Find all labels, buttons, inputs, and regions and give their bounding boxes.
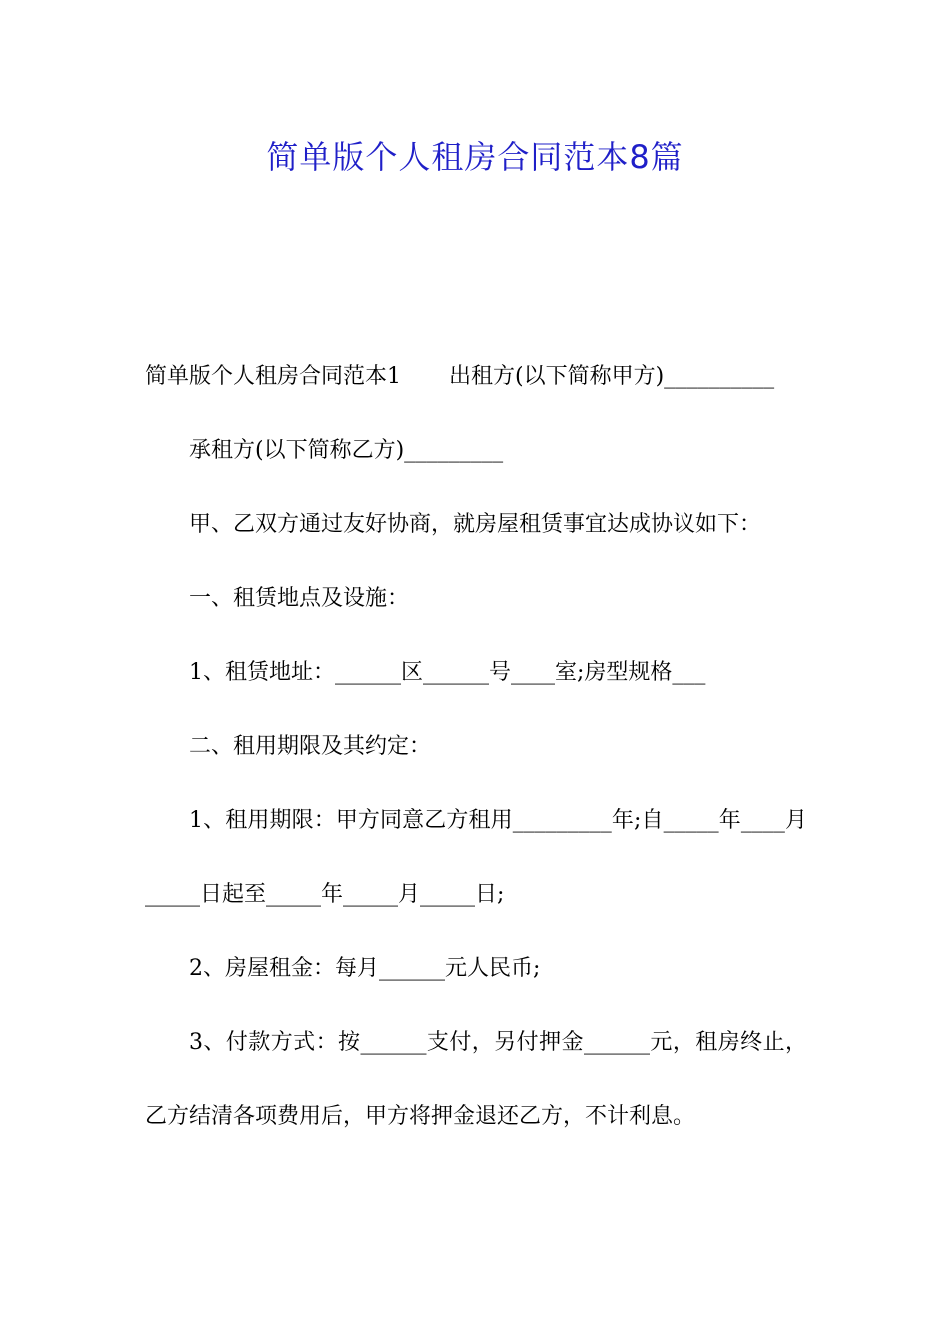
section-heading-location: 一、租赁地点及设施： [189, 586, 410, 611]
document-title: 简单版个人租房合同范本8篇 [266, 138, 684, 176]
paragraph-payment: 3、付款方式：按______支付，另付押金______元，租房终止，乙方结清各项费用后，甲方将押金退还乙方，不计利息。 [145, 1030, 807, 1129]
paragraph-lessee: 承租方(以下简称乙方)_________ [189, 438, 504, 463]
contract-heading: 简单版个人租房合同范本1 [145, 364, 401, 389]
lessor-line: 出租方(以下简称甲方)__________ [449, 364, 775, 389]
paragraph-agreement: 甲、乙双方通过友好协商，就房屋租赁事宜达成协议如下： [189, 512, 762, 537]
paragraph-rent: 2、房屋租金：每月______元人民币; [189, 956, 541, 981]
paragraph-lessor [145, 340, 807, 414]
section-heading-term: 二、租用期限及其约定： [189, 734, 432, 759]
document-body [145, 340, 807, 1154]
paragraph-address: 1、租赁地址：______区______号____室;房型规格___ [189, 660, 706, 685]
paragraph-term: 1、租用期限：甲方同意乙方租用_________年;自_____年____月_____日起至_____年_____月_____日; [145, 808, 807, 907]
